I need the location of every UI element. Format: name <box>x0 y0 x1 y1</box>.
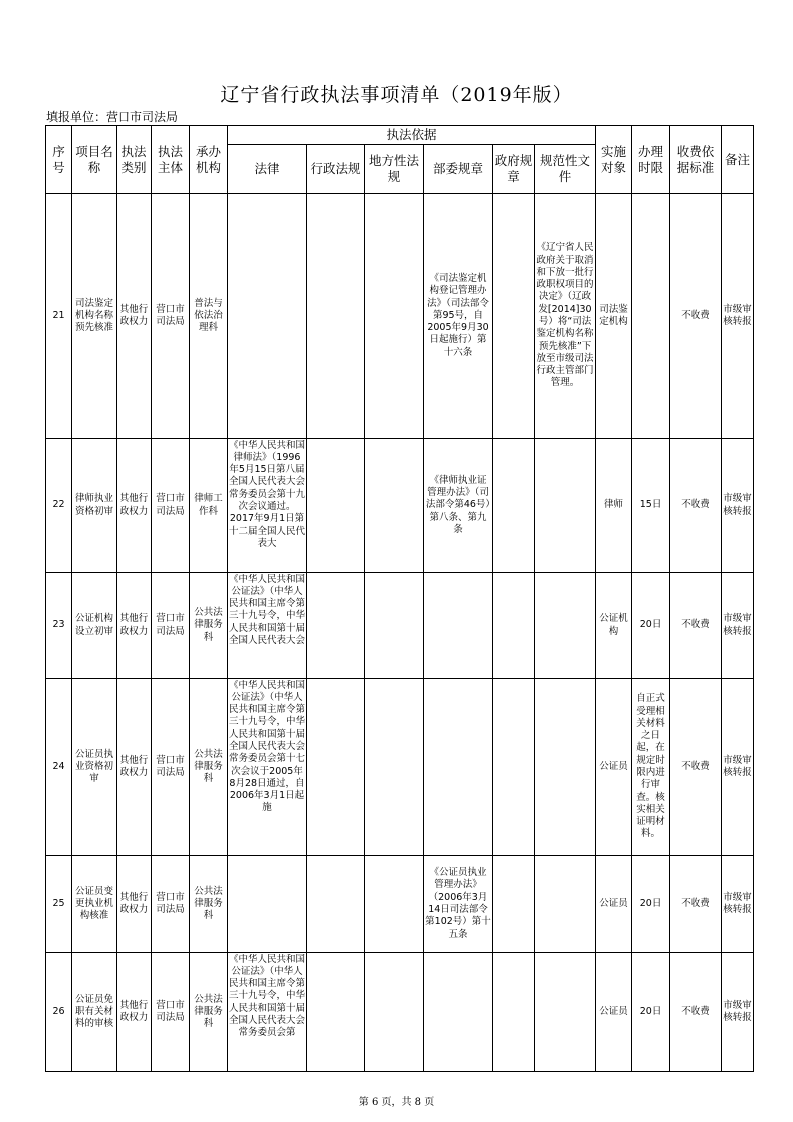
law-text: 《中华人民共和国公证法》（中华人民共和国主席令第三十九号令，中华人民共和国第十届全国人民代表大会 <box>229 573 305 646</box>
cell-seq: 21 <box>46 194 72 439</box>
cell-gov-rule <box>493 856 535 953</box>
cell-ministry-rule <box>424 953 493 1072</box>
cell-fee: 不收费 <box>670 679 722 856</box>
header-name: 项目名称 <box>72 126 117 194</box>
law-text: 《中华人民共和国公证法》（中华人民共和国主席令第三十九号令，中华人民共和国第十届全国人民代表大会常务委员会第 <box>229 953 305 1039</box>
cell-time-limit <box>632 194 670 439</box>
enforcement-items-table <box>45 125 754 1072</box>
cell-seq: 26 <box>46 953 72 1072</box>
cell-local-reg <box>365 856 424 953</box>
header-admin-reg: 行政法规 <box>307 145 365 194</box>
header-local-reg: 地方性法规 <box>365 145 424 194</box>
cell-gov-rule <box>493 953 535 1072</box>
cell-local-reg <box>365 573 424 679</box>
cell-norm-doc <box>535 679 596 856</box>
cell-norm-doc <box>535 953 596 1072</box>
cell-gov-rule <box>493 194 535 439</box>
law-text: 《中华人民共和国公证法》（中华人民共和国主席令第三十九号令，中华人民共和国第十届全国人民代表大会常务委员会第十七次会议于2005年8月28日通过，自2006年3月1日起施 <box>229 679 305 814</box>
reporting-unit: 填报单位：营口市司法局 <box>46 110 179 124</box>
cell-subject: 营口市司法局 <box>152 194 190 439</box>
cell-remark: 市级审核转报 <box>722 573 754 679</box>
cell-fee: 不收费 <box>670 573 722 679</box>
cell-target: 司法鉴定机构 <box>596 194 632 439</box>
cell-time-limit: 20日 <box>632 953 670 1072</box>
cell-target: 律师 <box>596 439 632 573</box>
cell-target: 公证员 <box>596 679 632 856</box>
header-law: 法律 <box>228 145 307 194</box>
cell-dept: 公共法律服务科 <box>190 679 228 856</box>
cell-category: 其他行政权力 <box>117 953 152 1072</box>
cell-seq: 25 <box>46 856 72 953</box>
cell-target: 公证员 <box>596 953 632 1072</box>
cell-dept: 普法与依法治理科 <box>190 194 228 439</box>
header-ministry-rule: 部委规章 <box>424 145 493 194</box>
cell-name: 司法鉴定机构名称预先核准 <box>72 194 117 439</box>
cell-ministry-rule: 《公证员执业管理办法》（2006年3月14日司法部令第102号）第十五条 <box>424 856 493 953</box>
cell-category: 其他行政权力 <box>117 439 152 573</box>
cell-law <box>228 439 307 573</box>
header-norm-doc: 规范性文件 <box>535 145 596 194</box>
header-remark: 备注 <box>722 126 754 194</box>
header-gov-rule: 政府规章 <box>493 145 535 194</box>
cell-time-limit: 20日 <box>632 573 670 679</box>
cell-dept: 公共法律服务科 <box>190 953 228 1072</box>
document-title: 辽宁省行政执法事项清单（2019年版） <box>220 84 573 106</box>
cell-time-limit: 15日 <box>632 439 670 573</box>
cell-law <box>228 573 307 679</box>
table-row <box>46 856 754 953</box>
cell-category: 其他行政权力 <box>117 573 152 679</box>
cell-remark: 市级审核转报 <box>722 679 754 856</box>
cell-dept: 公共法律服务科 <box>190 573 228 679</box>
cell-local-reg <box>365 439 424 573</box>
cell-norm-doc <box>535 573 596 679</box>
cell-name: 公证员免职有关材料的审核 <box>72 953 117 1072</box>
cell-remark: 市级审核转报 <box>722 856 754 953</box>
cell-seq: 24 <box>46 679 72 856</box>
cell-target: 公证员 <box>596 856 632 953</box>
cell-law <box>228 856 307 953</box>
header-fee: 收费依据标准 <box>670 126 722 194</box>
header-time-limit: 办理时限 <box>632 126 670 194</box>
table-row <box>46 573 754 679</box>
header-subject: 执法主体 <box>152 126 190 194</box>
cell-ministry-rule: 《律师执业证管理办法》（司法部令第46号）第八条、第九条 <box>424 439 493 573</box>
cell-name: 公证员变更执业机构核准 <box>72 856 117 953</box>
cell-law <box>228 953 307 1072</box>
cell-subject: 营口市司法局 <box>152 679 190 856</box>
cell-seq: 23 <box>46 573 72 679</box>
header-target: 实施对象 <box>596 126 632 194</box>
cell-time-limit: 20日 <box>632 856 670 953</box>
cell-time-limit: 自正式受理相关材料之日起，在规定时限内进行审查。核实相关证明材料。 <box>632 679 670 856</box>
cell-admin-reg <box>307 679 365 856</box>
cell-norm-doc <box>535 856 596 953</box>
page-footer: 第 6 页，共 8 页 <box>358 1097 435 1108</box>
cell-dept: 律师工作科 <box>190 439 228 573</box>
table-row <box>46 679 754 856</box>
cell-remark: 市级审核转报 <box>722 194 754 439</box>
cell-admin-reg <box>307 856 365 953</box>
cell-admin-reg <box>307 953 365 1072</box>
cell-name: 公证机构设立初审 <box>72 573 117 679</box>
cell-local-reg <box>365 679 424 856</box>
cell-category: 其他行政权力 <box>117 679 152 856</box>
table-row <box>46 953 754 1072</box>
cell-local-reg <box>365 953 424 1072</box>
cell-category: 其他行政权力 <box>117 856 152 953</box>
cell-subject: 营口市司法局 <box>152 439 190 573</box>
header-basis-group: 执法依据 <box>228 126 596 145</box>
cell-ministry-rule <box>424 573 493 679</box>
cell-admin-reg <box>307 194 365 439</box>
header-dept: 承办机构 <box>190 126 228 194</box>
cell-subject: 营口市司法局 <box>152 573 190 679</box>
header-category: 执法类别 <box>117 126 152 194</box>
cell-law <box>228 194 307 439</box>
cell-law <box>228 679 307 856</box>
cell-subject: 营口市司法局 <box>152 953 190 1072</box>
cell-gov-rule <box>493 679 535 856</box>
cell-name: 公证员执业资格初审 <box>72 679 117 856</box>
cell-gov-rule <box>493 573 535 679</box>
table-row <box>46 439 754 573</box>
cell-admin-reg <box>307 439 365 573</box>
cell-norm-doc: 《辽宁省人民政府关于取消和下放一批行政职权项目的决定》（辽政发[2014]30号）将“司法鉴定机构名称预先核准”下放至市级司法行政主管部门管理。 <box>535 194 596 439</box>
cell-norm-doc <box>535 439 596 573</box>
cell-fee: 不收费 <box>670 194 722 439</box>
cell-ministry-rule: 《司法鉴定机构登记管理办法》（司法部令第95号，自2005年9月30日起施行）第十六条 <box>424 194 493 439</box>
cell-target: 公证机构 <box>596 573 632 679</box>
cell-fee: 不收费 <box>670 856 722 953</box>
cell-local-reg <box>365 194 424 439</box>
table-row <box>46 194 754 439</box>
cell-fee: 不收费 <box>670 439 722 573</box>
cell-fee: 不收费 <box>670 953 722 1072</box>
cell-subject: 营口市司法局 <box>152 856 190 953</box>
cell-remark: 市级审核转报 <box>722 953 754 1072</box>
cell-gov-rule <box>493 439 535 573</box>
cell-ministry-rule <box>424 679 493 856</box>
cell-name: 律师执业资格初审 <box>72 439 117 573</box>
cell-admin-reg <box>307 573 365 679</box>
header-seq: 序号 <box>46 126 72 194</box>
cell-seq: 22 <box>46 439 72 573</box>
cell-dept: 公共法律服务科 <box>190 856 228 953</box>
cell-category: 其他行政权力 <box>117 194 152 439</box>
cell-remark: 市级审核转报 <box>722 439 754 573</box>
law-text: 《中华人民共和国律师法》（1996年5月15日第八届全国人民代表大会常务委员会第十九次会议通过。2017年9月1日第十二届全国人民代表大 <box>229 439 305 549</box>
